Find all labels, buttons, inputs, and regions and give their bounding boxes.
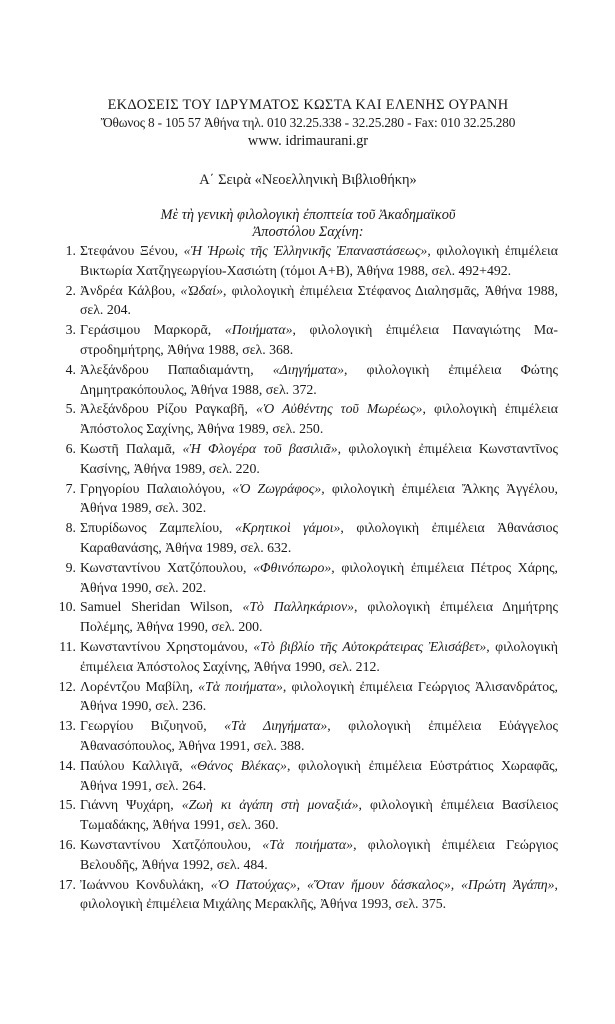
list-item (58, 360, 558, 400)
entry-details: , φιλολογικὴ ἐπιμέλεια Εὐστράτιος Χωραφᾶς, Ἀθήνα 1991, σελ. 264. (80, 757, 559, 793)
list-item (58, 479, 558, 519)
entry-author: Γρηγορίου Παλαιολόγου, (80, 480, 233, 496)
entry-title: «Ἡ Ἡρωὶς τῆς Ἑλληνικῆς Ἐπαναστάσεως» (183, 243, 428, 258)
entry-details: , φιλολογικὴ ἐπιμέλεια Βασίλειος Τωμαδάκης, Ἀθήνα 1991, σελ. 360. (80, 797, 558, 833)
entry-author: Κωνσταντίνου Χατζόπουλου, (80, 836, 263, 852)
entry-number: 16. (58, 836, 76, 852)
entry-author: Ἀνδρέα Κάλβου, (80, 282, 181, 298)
list-item (58, 558, 558, 598)
entry-number: 12. (58, 678, 76, 694)
entry-number: 10. (58, 599, 76, 615)
entry-number: 8. (65, 520, 76, 536)
list-item (58, 637, 558, 677)
entry-details: , φιλολογικὴ ἐπιμέλεια Γεώργιος Ἀλισανδράτος, Ἀθήνα 1990, σελ. 236. (80, 678, 559, 714)
entry-title: «Ὁ Ζωγράφος» (232, 480, 322, 496)
entry-author: Λορέντζου Μαβίλη, (80, 678, 199, 694)
entry-title: «Ζωὴ κι ἀγάπη στὴ μοναξιά» (181, 797, 359, 813)
list-item (58, 518, 558, 558)
entry-details: , φιλολογικὴ ἐπιμέλεια Εὐάγγελος Ἀθανασόπουλος, Ἀθήνα 1991, σελ. 388. (80, 718, 558, 753)
entry-title: «Τὰ Διηγήματα» (224, 718, 328, 734)
entry-number: 15. (58, 797, 76, 813)
publication-list (58, 241, 558, 914)
list-item (58, 597, 558, 637)
publisher-website: www. idrimaurani.gr (247, 133, 369, 149)
entry-author: Samuel Sheridan Wilson, (80, 599, 243, 615)
list-item (58, 241, 558, 281)
entry-title: «Διηγήματα» (272, 361, 344, 377)
entry-number: 7. (65, 480, 76, 496)
entry-details: , φιλολογικὴ ἐπιμέλεια Βικτωρία Χατζηγεωργίου-Χασιώτη (τόμοι Α+Β), Ἀθήνα 1988, σελ. 492+492. (80, 243, 558, 278)
entry-author: Κωνσταντίνου Χατζόπουλου, (80, 559, 254, 575)
entry-author: Ἀλεξάνδρου Παπαδιαμάντη, (80, 361, 273, 377)
entry-title: «Ποιήματα» (224, 322, 293, 338)
list-item (58, 677, 558, 717)
entry-title: «Ὠδαί» (180, 282, 224, 298)
entry-number: 5. (65, 401, 76, 417)
entry-number: 3. (65, 322, 76, 338)
entry-number: 14. (58, 757, 76, 773)
list-item (58, 795, 558, 835)
list-item (58, 756, 558, 796)
entry-title: «Τὰ ποιήματα» (198, 678, 283, 694)
entry-details: , φιλολογικὴ ἐπιμέλεια Γεώργιος Βελουδῆς, Ἀθήνα 1992, σελ. 484. (80, 836, 558, 872)
entry-number: 6. (65, 440, 76, 456)
entry-number: 17. (58, 876, 76, 892)
publisher-name: ΕΚΔΟΣΕΙΣ ΤΟΥ ΙΔΡΥΜΑΤΟΣ ΚΩΣΤΑ ΚΑΙ ΕΛΕΝΗΣ ΟΥΡΑΝΗ (107, 97, 509, 113)
entry-details: , φιλολογικὴ ἐπιμέλεια Φώτης Δημητρακόπουλος, Ἀθήνα 1988, σελ. 372. (80, 361, 558, 397)
entry-author: Ἰωάννου Κονδυλάκη, (80, 876, 211, 892)
entry-title: «Τὸ βιβλίο τῆς Αὐτοκράτειρας Ἐλισάβετ» (253, 638, 487, 654)
entry-author: Γεωργίου Βιζυηνοῦ, (80, 718, 225, 734)
entry-details: , φιλολογικὴ ἐπιμέλεια Δημήτρης Πολέμης, Ἀθήνα 1990, σελ. 200. (80, 599, 558, 635)
entry-details: , φιλολογικὴ ἐπιμέλεια Ἀπόστολος Σαχίνης, Ἀθήνα 1990, σελ. 212. (80, 638, 558, 674)
entry-title: «Ἡ Φλογέρα τοῦ βασιλιᾶ» (182, 440, 338, 456)
list-item (58, 399, 558, 439)
entry-author: Σπυρίδωνος Ζαμπελίου, (80, 520, 235, 536)
entry-details: , φιλολογικὴ ἐπιμέλεια Ἀπόστολος Σαχίνης, Ἀθήνα 1989, σελ. 250. (80, 401, 558, 437)
entry-author: Κωστῆ Παλαμᾶ, (80, 440, 183, 456)
list-item (58, 875, 558, 915)
entry-title: «Κρητικοὶ γάμοι» (234, 520, 341, 536)
series-title: Α΄ Σειρὰ «Νεοελληνικὴ Βιβλιοθήκη» (199, 172, 417, 188)
supervision-note (58, 207, 558, 241)
supervision-line: Μὲ τὴ γενικὴ φιλολογικὴ ἐποπτεία τοῦ Ἀκαδημαϊκοῦ (160, 207, 456, 223)
entry-author: Γιάννη Ψυχάρη, (80, 797, 182, 813)
publisher-header (58, 96, 558, 150)
entry-number: 4. (65, 361, 76, 377)
entry-details: , φιλολογικὴ ἐπιμέλεια Στέφανος Διαλησμᾶς, Ἀθήνα 1988, σελ. 204. (80, 282, 559, 318)
list-item (58, 281, 558, 321)
entry-details: , φιλολογικὴ ἐπιμέλεια Ἄλκης Ἀγγέλου, Ἀθήνα 1989, σελ. 302. (80, 480, 558, 516)
entry-number: 13. (58, 718, 76, 734)
list-item (58, 320, 558, 360)
entry-author: Παύλου Καλλιγᾶ, (80, 757, 191, 773)
entry-details: , φιλολογικὴ ἐπιμέλεια Μιχάλης Μερακλῆς, Ἀθήνα 1993, σελ. 375. (80, 876, 558, 912)
entry-title: «Φθινόπωρο» (253, 559, 332, 575)
supervision-editor: Ἀποστόλου Σαχίνη: (252, 224, 364, 240)
entry-details: , φιλολογικὴ ἐπιμέλεια Πέτρος Χάρης, Ἀθήνα 1990, σελ. 202. (80, 559, 558, 595)
entry-title: «Τὸ Παλληκάριον» (242, 599, 355, 615)
book-page (58, 96, 558, 914)
entry-title: «Ὁ Αὐθέντης τοῦ Μωρέως» (256, 401, 423, 417)
entry-author: Κωνσταντίνου Χρηστομάνου, (80, 638, 254, 654)
entry-details: , φιλολογικὴ ἐπιμέλεια Παναγιώτης Μαστροδημήτρης, Ἀθήνα 1988, σελ. 368. (80, 322, 558, 357)
entry-details: , φιλολογικὴ ἐπιμέλεια Κωνσταντῖνος Κασίνης, Ἀθήνα 1989, σελ. 220. (80, 440, 558, 476)
entry-number: 2. (65, 282, 76, 298)
entry-number: 9. (65, 559, 76, 575)
entry-author: Ἀλεξάνδρου Ρίζου Ραγκαβῆ, (80, 401, 257, 417)
list-item (58, 716, 558, 756)
entry-title: «Τὰ ποιήματα» (262, 836, 354, 852)
entry-number: 1. (65, 243, 76, 258)
list-item (58, 439, 558, 479)
publisher-address: Ὄθωνος 8 - 105 57 Ἀθήνα τηλ. 010 32.25.338 - 32.25.280 - Fax: 010 32.25.280 (100, 115, 516, 130)
entry-author: Γεράσιμου Μαρκορᾶ, (80, 322, 225, 338)
list-item (58, 835, 558, 875)
entry-details: , φιλολογικὴ ἐπιμέλεια Ἀθανάσιος Καραθανάσης, Ἀθήνα 1989, σελ. 632. (80, 520, 558, 555)
entry-title: «Θάνος Βλέκας» (190, 757, 287, 773)
entry-title: «Ὁ Πατούχας», «Ὅταν ἤμουν δάσκαλος», «Πρώτη Ἀγάπη» (210, 876, 555, 892)
entry-number: 11. (59, 638, 76, 654)
entry-author: Στεφάνου Ξένου, (80, 243, 184, 258)
